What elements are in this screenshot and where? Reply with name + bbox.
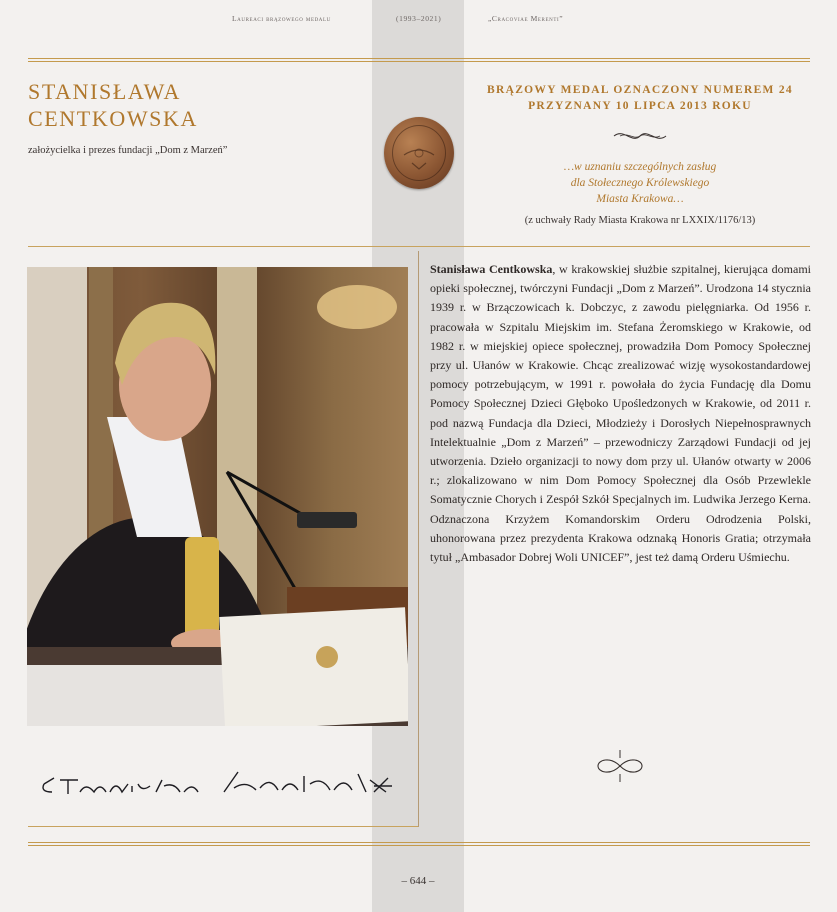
left-column-rule — [28, 826, 418, 827]
person-name-line2: CENTKOWSKA — [28, 106, 198, 131]
biography-text — [430, 260, 811, 567]
medal-title-line1: BRĄZOWY MEDAL OZNACZONY NUMEREM 24 — [487, 84, 793, 96]
biography-body: , w krakowskiej służbie szpitalnej, kierująca domami opieki społecznej, twórczyni Fundacji „Dom z Marzeń”. Urodzona 14 stycznia 1939 r. w Brzączowicach k. Dobczyc, z zawodu pielęgniarka. Od 1956 r. pracowała w Szpitalu Miejskim im. Stefana Żeromskiego w Krakowie, od 1982 r. w miejskiej opiece społecznej, prowadziła Dom Pomocy Społecznej przy ul. Ułanów w Krakowie. Chcąc zrealizować wizję wysokostandardowej pomocy potrzebującym, w 1991 r. powołała do życia Fundację dla Domu Pomocy Społecznej Dzieci Głęboko Upośledzonych w Krakowie, od 2011 r. pod nazwą Fundacja dla Dzieci, Młodzieży i Dorosłych Niepełnosprawnych Intelektualnie „Dom z Marzeń” – przewodniczy Zarządowi Fundacji od jej utworzenia. Dzieło organizacji to nowy dom przy ul. Ułanów otwarty w 2006 r.; zlokalizowano w nim Dom Pomocy Społecznej dla Osób Przewlekle Somatycznie Chorych i Zespół Szkół Specjalnych im. Ludwika Jerzego Kerna. Odznaczona Krzyżem Komandorskim Orderu Odrodzenia Polski, uhonorowana przez prezydenta Krakowa odznaką Honoris Gratia; otrzymała tytuł „Ambasador Dobrej Woli UNICEF”, jest też damą Orderu Uśmiechu. — [430, 262, 811, 565]
ornament-flourish-icon — [610, 128, 670, 144]
citation-line3: Miasta Krakowa… — [596, 193, 684, 205]
header-right: „Cracoviae Merenti” — [488, 14, 564, 23]
citation-line2: dla Stołecznego Królewskiego — [570, 177, 710, 189]
portrait-photo — [27, 267, 408, 726]
bronze-medal-image — [384, 117, 454, 189]
citation-line1: …w uznaniu szczególnych zasług — [563, 161, 717, 173]
person-name — [28, 78, 198, 132]
handwritten-signature — [34, 762, 404, 810]
biography-name: Stanisława Centkowska — [430, 262, 553, 276]
person-role: założycielka i prezes fundacji „Dom z Marzeń” — [28, 145, 228, 156]
page-number: – 644 – — [401, 875, 435, 887]
header-center: (1993–2021) — [396, 14, 442, 23]
column-divider — [418, 251, 419, 827]
section-rule — [28, 246, 810, 247]
person-name-line1: STANISŁAWA — [28, 79, 182, 104]
medal-emblem-icon — [384, 117, 454, 189]
medal-title-line2: PRZYZNANY 10 LIPCA 2013 ROKU — [528, 100, 752, 112]
ornament-knot-icon — [594, 748, 646, 784]
portrait-illustration — [27, 267, 408, 726]
resolution-reference: (z uchwały Rady Miasta Krakowa nr LXXIX/1176/13) — [524, 215, 756, 226]
top-gold-rule — [28, 58, 810, 62]
bottom-gold-rule — [28, 842, 810, 846]
header-left: Laureaci brązowego medalu — [232, 14, 331, 23]
